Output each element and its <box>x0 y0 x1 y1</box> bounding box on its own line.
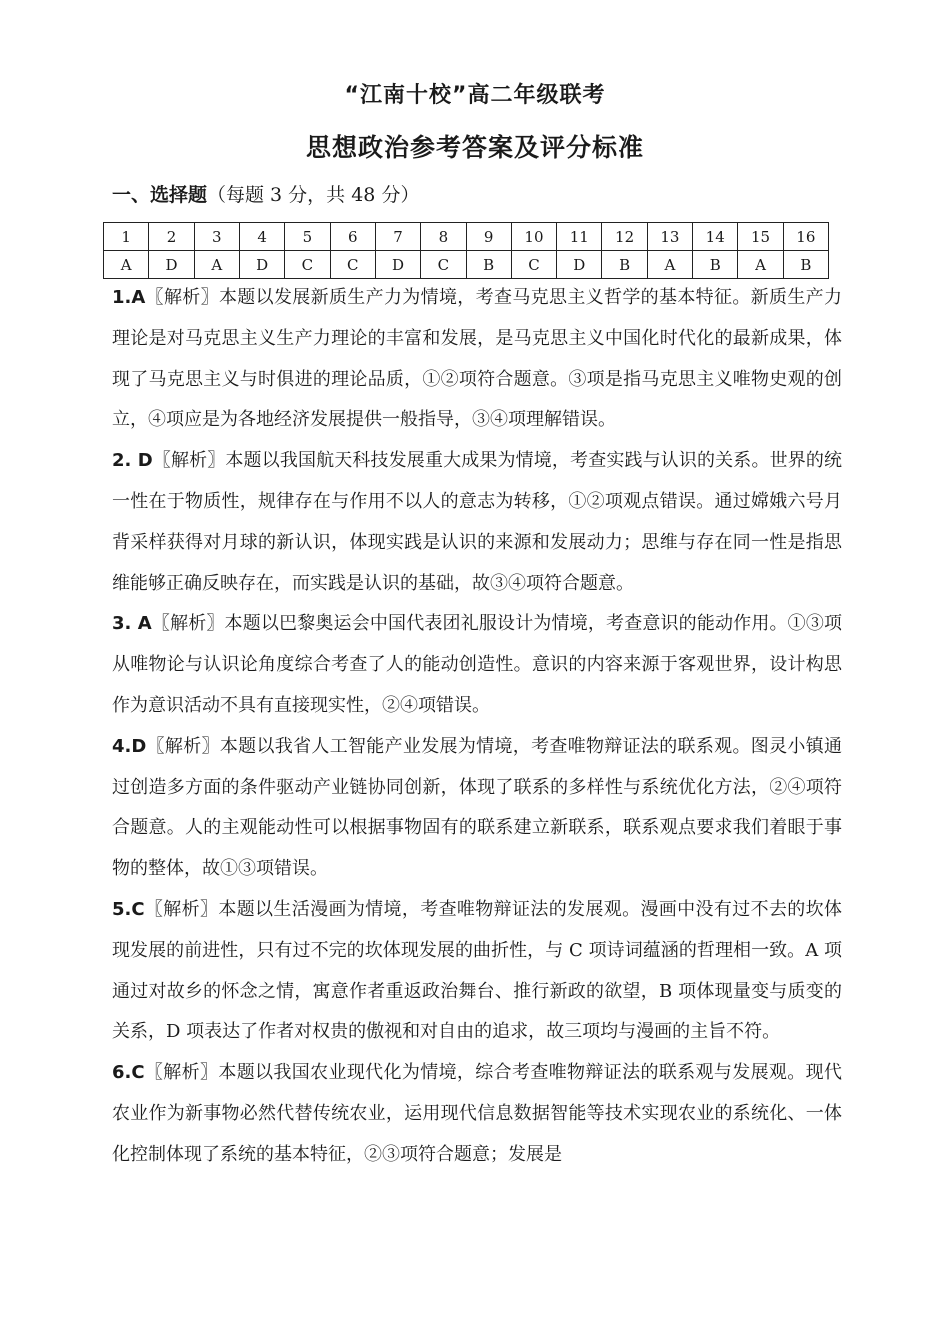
answer-cell: B <box>783 251 828 279</box>
answer-cell: C <box>330 251 375 279</box>
exam-title: “江南十校”高二年级联考 <box>344 83 606 108</box>
explanation-text: 〖解析〗本题以生活漫画为情境，考查唯物辩证法的发展观。漫画中没有过不去的坎体现发展的前进性，只有过不完的坎体现发展的曲折性，与 C 项诗词蕴涵的哲理相一致。A 项通过对故乡的怀念之情，寓意作者重返政治舞台、推行新政的欲望，B 项体现量变与质变的关系，D 项表达了作者对权贵的傲视和对自由的追求，故三项均与漫画的主旨不符。 <box>112 898 842 1043</box>
document-subtitle: 思想政治参考答案及评分标准 <box>305 133 644 162</box>
question-number-cell: 7 <box>375 223 420 251</box>
explanation-answer-key: 2. D <box>112 450 153 472</box>
question-number-cell: 10 <box>511 223 556 251</box>
explanation-item <box>112 441 842 604</box>
explanation-answer-key: 4.D <box>112 735 147 757</box>
explanation-item <box>112 604 842 726</box>
question-number-cell: 3 <box>194 223 239 251</box>
question-number-cell: 14 <box>693 223 738 251</box>
explanation-text: 〖解析〗本题以我省人工智能产业发展为情境，考查唯物辩证法的联系观。图灵小镇通过创造多方面的条件驱动产业链协同创新，体现了联系的多样性与系统优化方法，②④项符合题意。人的主观能动性可以根据事物固有的联系建立新联系，联系观点要求我们着眼于事物的整体，故①③项错误。 <box>112 735 842 880</box>
question-number-cell: 12 <box>602 223 647 251</box>
question-number-cell: 5 <box>285 223 330 251</box>
explanations <box>112 278 842 1176</box>
answer-cell: A <box>104 251 149 279</box>
section-heading-label: 一、选择题 <box>112 184 208 206</box>
answer-cell: C <box>285 251 330 279</box>
question-number-cell: 6 <box>330 223 375 251</box>
answer-cell: B <box>602 251 647 279</box>
answer-cell: C <box>421 251 466 279</box>
explanation-text: 〖解析〗本题以我国航天科技发展重大成果为情境，考查实践与认识的关系。世界的统一性在于物质性，规律存在与作用不以人的意志为转移，①②项观点错误。通过嫦娥六号月背采样获得对月球的新认识，体现实践是认识的来源和发展动力；思维与存在同一性是指思维能够正确反映存在，而实践是认识的基础，故③④项符合题意。 <box>112 450 842 594</box>
answer-cell: D <box>557 251 602 279</box>
question-number-cell: 16 <box>783 223 828 251</box>
explanation-item <box>112 890 842 1053</box>
question-number-cell: 13 <box>647 223 692 251</box>
answer-cell: A <box>647 251 692 279</box>
question-number-cell: 2 <box>149 223 194 251</box>
question-number-cell: 9 <box>466 223 511 251</box>
answer-cell: C <box>511 251 556 279</box>
answer-cell: B <box>693 251 738 279</box>
answer-table-numbers-row <box>104 223 829 251</box>
explanation-text: 〖解析〗本题以巴黎奥运会中国代表团礼服设计为情境，考查意识的能动作用。①③项从唯物论与认识论角度综合考查了人的能动创造性。意识的内容来源于客观世界，设计构思作为意识活动不具有直接现实性，②④项错误。 <box>112 613 843 716</box>
answer-cell: D <box>375 251 420 279</box>
question-number-cell: 15 <box>738 223 783 251</box>
question-number-cell: 11 <box>557 223 602 251</box>
answer-table-answers-row <box>104 251 829 279</box>
answer-cell: A <box>194 251 239 279</box>
answer-cell: D <box>149 251 194 279</box>
explanation-item <box>112 1053 842 1175</box>
answer-cell: B <box>466 251 511 279</box>
explanation-text: 〖解析〗本题以发展新质生产力为情境，考查马克思主义哲学的基本特征。新质生产力理论是对马克思主义生产力理论的丰富和发展，是马克思主义中国化时代化的最新成果，体现了马克思主义与时俱进的理论品质，①②项符合题意。③项是指马克思主义唯物史观的创立，④项应是为各地经济发展提供一般指导，③④项理解错误。 <box>112 287 842 431</box>
explanation-text: 〖解析〗本题以我国农业现代化为情境，综合考查唯物辩证法的联系观与发展观。现代农业作为新事物必然代替传统农业，运用现代信息数据智能等技术实现农业的系统化、一体化控制体现了系统的基本特征，②③项符合题意；发展是 <box>112 1062 842 1165</box>
explanation-item <box>112 278 842 441</box>
answer-table <box>103 222 829 279</box>
explanation-answer-key: 5.C <box>112 898 145 920</box>
answer-cell: A <box>738 251 783 279</box>
section-heading-note: （每题 3 分，共 48 分） <box>207 184 420 206</box>
explanation-answer-key: 6.C <box>112 1062 145 1084</box>
explanation-item <box>112 727 842 890</box>
explanation-answer-key: 3. A <box>112 613 152 635</box>
explanation-answer-key: 1.A <box>112 287 146 308</box>
answer-cell: D <box>239 251 284 279</box>
section-heading <box>112 180 419 207</box>
question-number-cell: 4 <box>239 223 284 251</box>
question-number-cell: 8 <box>421 223 466 251</box>
question-number-cell: 1 <box>104 223 149 251</box>
